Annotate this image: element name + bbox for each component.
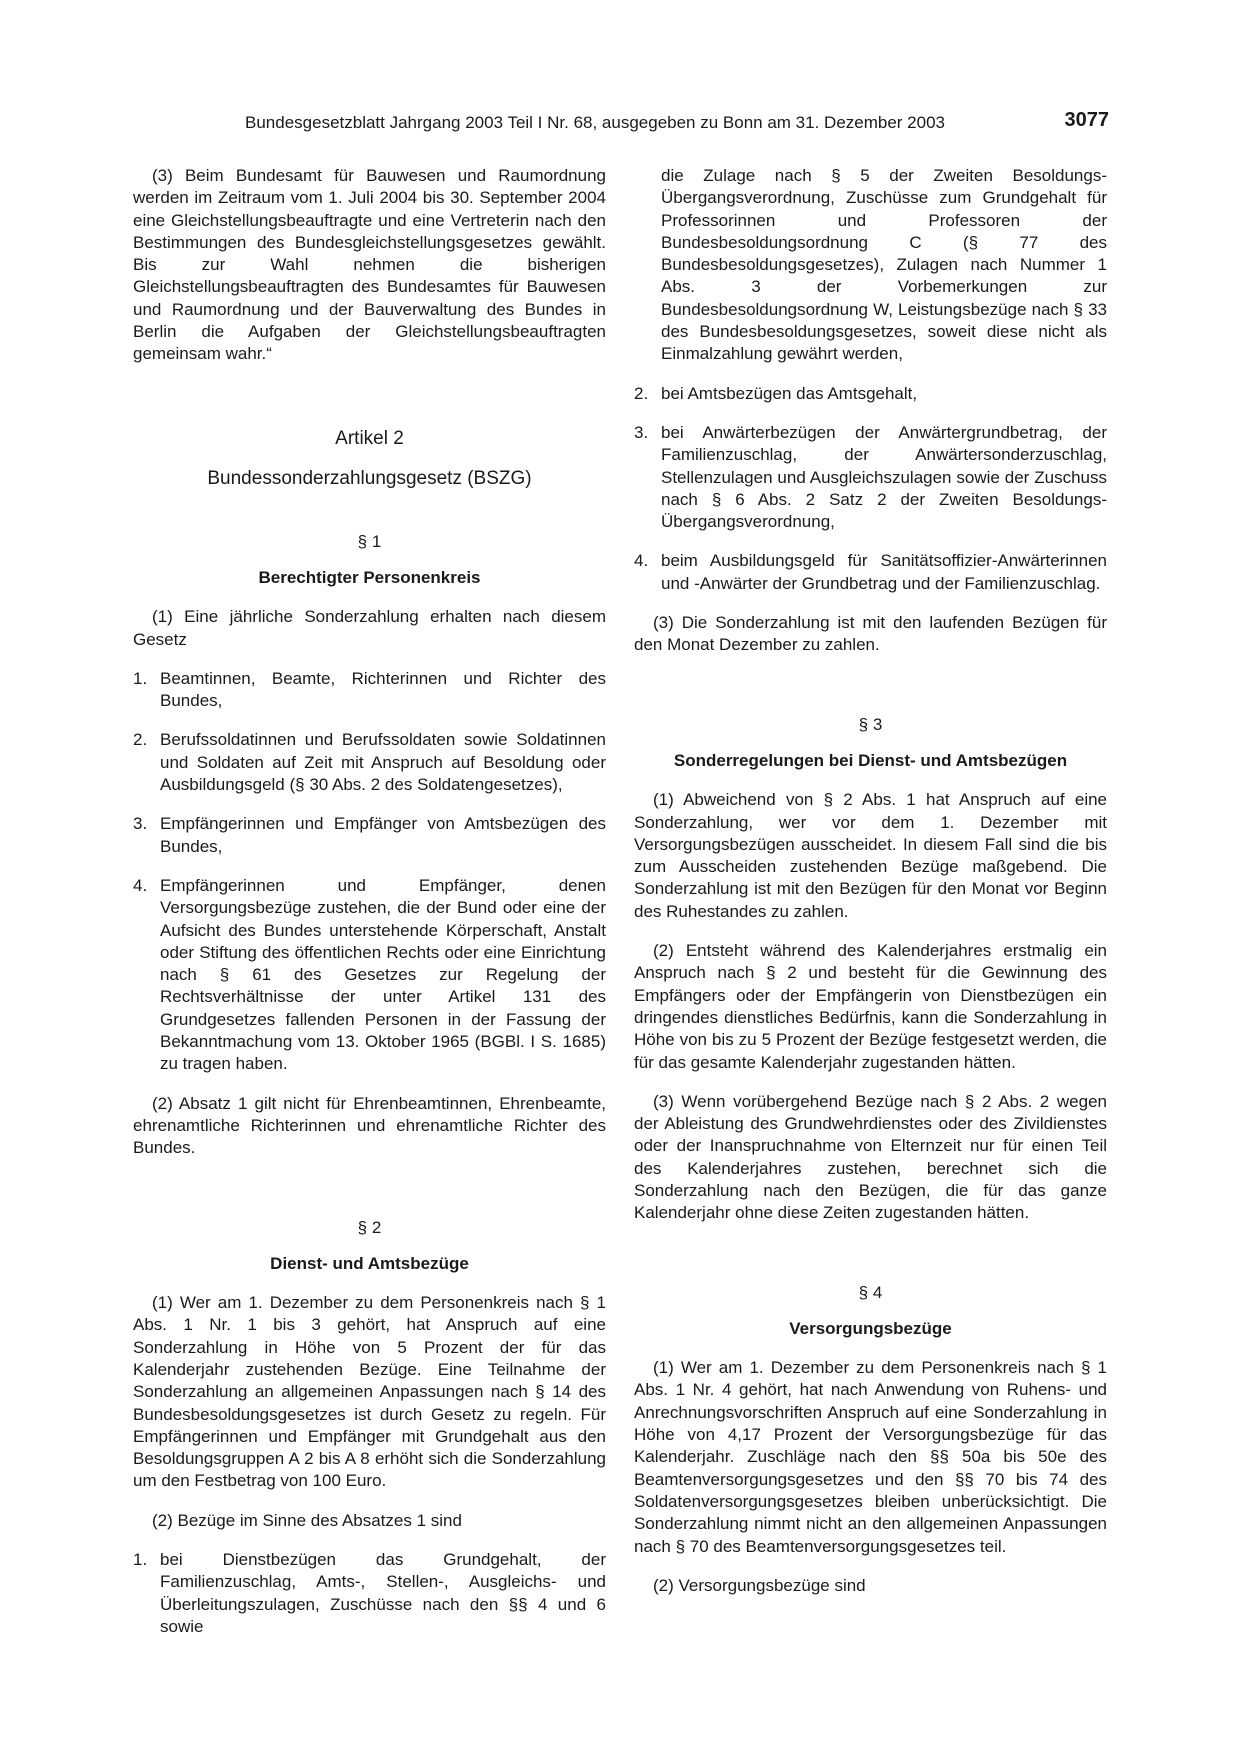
article-title: Artikel 2 (335, 427, 404, 449)
list-item-number: 3. (634, 422, 649, 442)
list-item-text: die Zulage nach § 5 der Zweiten Besoldungs-Übergangsverordnung, Zuschüsse zum Grundgehalt für Professorinnen und Professoren der Bundesbesoldungsordnung C (§ 77 des Bundesbesoldungsgesetzes), Zulagen nach Nummer 1 Abs. 3 der Vorbemerkungen zur Bundesbesoldungsordnung W, Leistungsbezüge nach § 33 des Bundesbesoldungsgesetzes, soweit diese nicht als Einmalzahlung gewährt werden, (661, 166, 1107, 364)
section-2-para1: (1) Wer am 1. Dezember zu dem Personenkreis nach § 1 Abs. 1 Nr. 1 bis 3 gehört, hat Anspruch auf eine Sonderzahlung in Höhe von 5 Prozent der für das Kalenderjahr zustehenden Bezüge. Eine Teilnahme der Sonderzahlung an allgemeinen Anpassungen nach § 14 des Bundesbesoldungsgesetzes ist durch Gesetz zu regeln. Für Empfängerinnen und Empfänger mit Grundgehalt aus den Besoldungsgruppen A 2 bis A 8 erhöht sich die Sonderzahlung um den Festbetrag von 100 Euro. (133, 1293, 606, 1491)
list-item (634, 383, 1107, 405)
list-item (133, 668, 606, 713)
list-item-number: 1. (133, 1550, 148, 1570)
list-item (133, 813, 606, 858)
list-item-text: bei Anwärterbezügen der Anwärtergrundbetrag, der Familienzuschlag, der Anwärtersonderzuschlag, Stellenzulagen und Ausgleichszulagen sowie der Zuschuss nach § 6 Abs. 2 Satz 2 der Zweiten Besoldungs-Übergangsverordnung, (661, 422, 1107, 532)
running-title: Bundesgesetzblatt Jahrgang 2003 Teil I Nr. 68, ausgegeben zu Bonn am 31. Dezember 2003 (245, 113, 945, 132)
list-item-text: Berufssoldatinnen und Berufssoldaten sowie Soldatinnen und Soldaten auf Zeit mit Anspruch auf Besoldung oder Ausbildungsgeld (§ 30 Abs. 2 des Soldatengesetzes), (160, 730, 606, 795)
list-item-number: 2. (133, 730, 148, 750)
section-4-number: § 4 (858, 1282, 883, 1302)
section-2-para2: (2) Bezüge im Sinne des Absatzes 1 sind (152, 1510, 462, 1530)
left-column (133, 165, 606, 1655)
section-2-para3: (3) Die Sonderzahlung ist mit den laufenden Bezügen für den Monat Dezember zu zahlen. (634, 613, 1107, 655)
section-4-title: Versorgungsbezüge (789, 1318, 952, 1338)
list-item-number: 3. (133, 814, 148, 834)
section-1-list (133, 668, 606, 1076)
article1-para3: (3) Beim Bundesamt für Bauwesen und Raumordnung werden im Zeitraum vom 1. Juli 2004 bis 30. September 2004 eine Gleichstellungsbeauftragte und eine Vertreterin nach den Bestimmungen des Bundesgleichstellungsgesetzes gewählt. Bis zur Wahl nehmen die bisherigen Gleichstellungsbeauftragten des Bundesamtes für Bauwesen und Raumordnung und der Bauverwaltung des Bundes in Berlin die Aufgaben der Gleichstellungsbeauftragten gemeinsam wahr.“ (133, 166, 606, 364)
section-2-title: Dienst- und Amtsbezüge (270, 1253, 469, 1273)
list-item-text: Empfängerinnen und Empfänger, denen Versorgungsbezüge zustehen, die der Bund oder eine der Aufsicht des Bundes unterstehende Körperschaft, Anstalt oder Stiftung des öffentlichen Rechts oder eine Einrichtung nach § 61 des Gesetzes zur Regelung der Rechtsverhältnisse der unter Artikel 131 des Grundgesetzes fallenden Personen in der Fassung der Bekanntmachung vom 13. Oktober 1965 (BGBl. I S. 1685) zu tragen haben. (160, 875, 606, 1074)
section-4-para1: (1) Wer am 1. Dezember zu dem Personenkreis nach § 1 Abs. 1 Nr. 4 gehört, hat nach Anwendung von Ruhens- und Anrechnungsvorschriften Anspruch auf eine Sonderzahlung in Höhe von 4,17 Prozent der Versorgungsbezüge für das Kalenderjahr. Zuschläge nach den §§ 50a bis 50e des Beamtenversorgungsgesetzes und den §§ 70 bis 74 des Soldatenversorgungsgesetzes bleiben unberücksichtigt. Die Sonderzahlung nimmt nicht an den allgemeinen Anpassungen nach § 70 des Beamtenversorgungsgesetzes teil. (634, 1358, 1107, 1556)
section-3-para3: (3) Wenn vorübergehend Bezüge nach § 2 Abs. 2 wegen der Ableistung des Grundwehrdienstes oder des Zivildienstes oder der Inanspruchnahme von Elternzeit nur für einen Teil des Kalenderjahres zustehen, berechnet sich die Sonderzahlung nach den Bezügen, die für das ganze Kalenderjahr ohne diese Zeiten zugestanden hätten. (634, 1091, 1107, 1223)
list-item-number: 4. (634, 551, 649, 571)
list-item-number: 1. (133, 668, 148, 688)
law-title: Bundessonderzahlungsgesetz (BSZG) (207, 467, 532, 489)
list-item-continuation (634, 165, 1107, 366)
list-item (133, 729, 606, 796)
section-2-number: § 2 (357, 1217, 382, 1237)
section-2-list-continued (634, 165, 1107, 595)
section-1-para2: (2) Absatz 1 gilt nicht für Ehrenbeamtinnen, Ehrenbeamte, ehrenamtliche Richterinnen und ehrenamtliche Richter des Bundes. (133, 1093, 606, 1158)
list-item-text: Beamtinnen, Beamte, Richterinnen und Richter des Bundes, (160, 668, 606, 711)
right-column (634, 165, 1107, 1614)
section-4-para2: (2) Versorgungsbezüge sind (653, 1575, 866, 1595)
section-3-number: § 3 (858, 714, 883, 734)
section-1-number: § 1 (357, 531, 382, 551)
section-3-title: Sonderregelungen bei Dienst- und Amtsbezügen (673, 750, 1068, 770)
list-item-text: Empfängerinnen und Empfänger von Amtsbezügen des Bundes, (160, 814, 606, 856)
list-item (133, 1549, 606, 1638)
list-item-number: 2. (634, 383, 649, 403)
page-number: 3077 (1064, 109, 1109, 131)
section-2-list (133, 1549, 606, 1638)
list-item-text: beim Ausbildungsgeld für Sanitätsoffizier-Anwärterinnen und -Anwärter der Grundbetrag und der Familienzuschlag. (661, 551, 1107, 593)
section-3-para2: (2) Entsteht während des Kalenderjahres erstmalig ein Anspruch nach § 2 und besteht für die Gewinnung des Empfängers oder der Empfängerin von Dienstbezügen ein dringendes dienstliches Bedürfnis, kann die Sonderzahlung in Höhe von bis zu 5 Prozent der Bezüge festgesetzt werden, die für das gesamte Kalenderjahr zugestanden hätten. (634, 941, 1107, 1072)
section-1-title: Berechtigter Personenkreis (258, 567, 481, 587)
list-item (634, 422, 1107, 533)
list-item (634, 550, 1107, 595)
list-item-text: bei Amtsbezügen das Amtsgehalt, (661, 383, 918, 403)
section-3-para1: (1) Abweichend von § 2 Abs. 1 hat Anspruch auf eine Sonderzahlung, wer vor dem 1. Dezember mit Versorgungsbezügen ausscheidet. In diesem Fall sind die bis zum Ausscheiden zustehenden Bezüge maßgebend. Die Sonderzahlung ist mit den Bezügen für den Monat vor Beginn des Ruhestandes zu zahlen. (634, 790, 1107, 921)
list-item-number: 4. (133, 875, 148, 895)
section-1-para1: (1) Eine jährliche Sonderzahlung erhalten nach diesem Gesetz (133, 607, 606, 649)
list-item-text: bei Dienstbezügen das Grundgehalt, der Familienzuschlag, Amts-, Stellen-, Ausgleichs- und Überleitungszulagen, Zuschüsse nach den §§ 4 und 6 sowie (160, 1550, 606, 1636)
list-item (133, 875, 606, 1076)
